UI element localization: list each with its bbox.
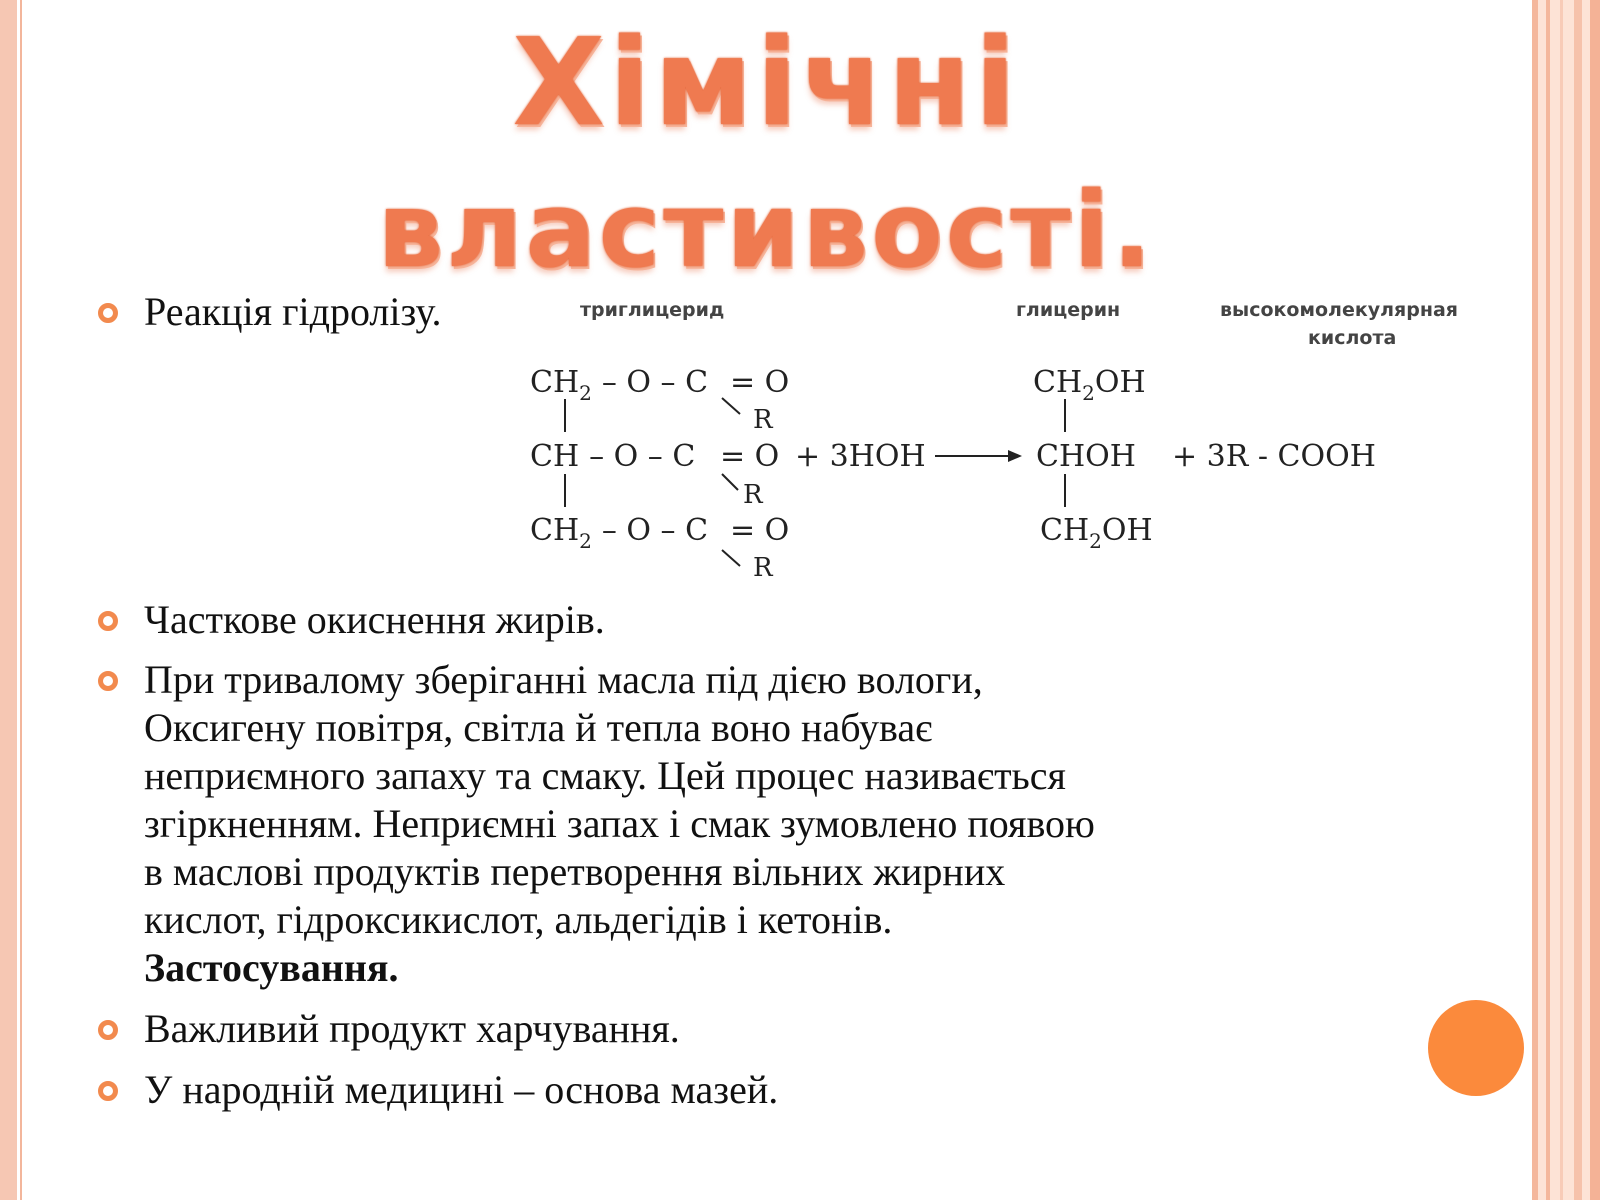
radical-r-mid: R [743,480,763,510]
bullet-food: Важливий продукт харчування. [144,1006,680,1051]
bullet-medicine: У народній медицині – основа мазей. [144,1067,779,1112]
bullet-ring-icon [98,671,118,691]
glycerol-top: $CH_2OH$ [1033,365,1146,405]
storage-line-6: кислот, гідроксикислот, альдегідів і кетонів. [144,897,893,942]
formula-water: + 3HOH [795,439,926,474]
bullet-ring-icon [98,1081,118,1101]
bullet-storage-paragraph [144,656,1095,992]
formula-ch2-bottom: $CH_2$ – O – C [530,513,709,553]
formula-double-o-bottom: = O [730,513,790,548]
reaction-arrow-icon [1008,450,1022,462]
slide-title-line1: Хімічні [512,14,1020,153]
radical-r-top: R [753,405,773,435]
storage-line-2: Оксигену повітря, світла й тепла воно набуває [144,705,933,750]
label-acid-line1: высокомолекулярная [1220,299,1459,321]
slide-title-line2: властивості. [377,169,1155,291]
formula-ch-mid: CH – O – C [530,439,696,474]
storage-line-3: неприємного запаху та смаку. Цей процес називається [144,753,1066,798]
decorative-orange-circle [1428,1000,1524,1096]
formula-acid: + 3R - COOH [1172,439,1376,474]
application-heading: Застосування. [144,945,399,990]
bullet-hydrolysis: Реакція гідролізу. [144,289,442,334]
bullet-ring-icon [98,611,118,631]
formula-double-o-top: = O [730,365,790,400]
label-glycerol: глицерин [1016,299,1121,321]
glycerol-bottom: $CH_2OH$ [1040,513,1153,553]
storage-line-1: При тривалому зберіганні масла під дією вологи, [144,657,983,702]
storage-line-5: в маслові продуктів перетворення вільних жирних [144,849,1006,894]
radical-r-bottom: R [753,553,773,583]
label-acid-line2: кислота [1308,327,1397,349]
storage-line-4: згіркненням. Неприємні запах і смак зумовлено появою [144,801,1095,846]
label-triglyceride: триглицерид [580,299,725,321]
bullet-ring-icon [98,1020,118,1040]
formula-ch2-top: $CH_2$ – O – C [530,365,709,405]
glycerol-mid: CHOH [1036,439,1136,474]
formula-double-o-mid: = O [720,439,780,474]
bullet-oxidation: Часткове окиснення жирів. [144,597,605,642]
